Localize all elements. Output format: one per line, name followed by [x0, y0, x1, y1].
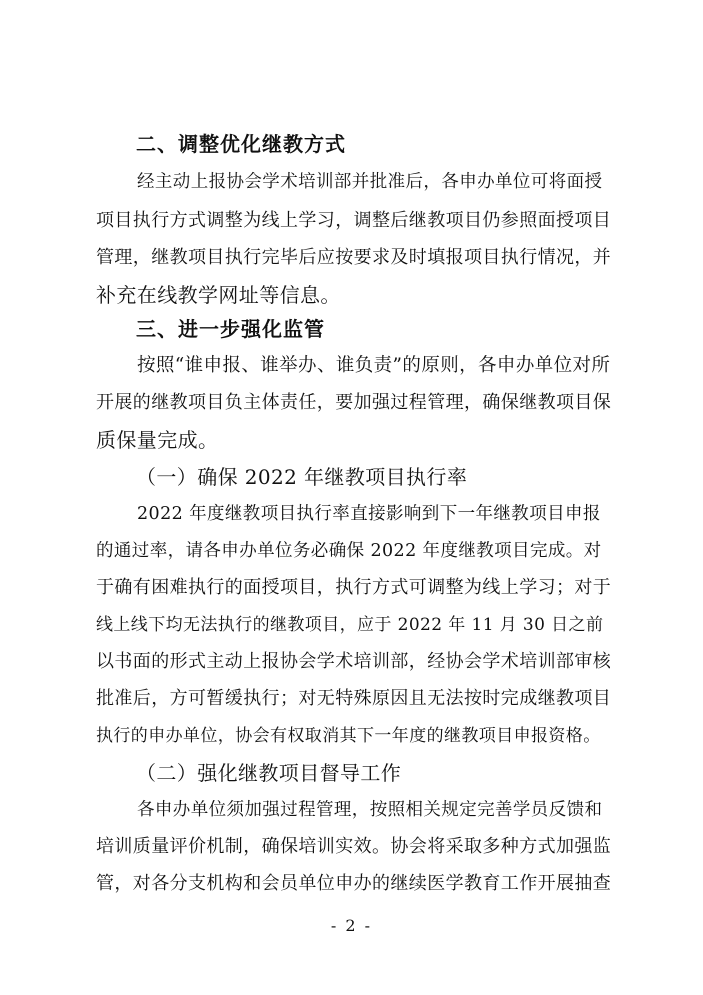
- paragraph-line: 批准后，方可暂缓执行；对无特殊原因且无法按时完成继教项目: [96, 688, 612, 709]
- paragraph-line: 于确有困难执行的面授项目，执行方式可调整为线上学习；对于: [96, 577, 612, 598]
- paragraph-line: 按照“谁申报、谁举办、谁负责”的原则，各申办单位对所: [137, 355, 611, 376]
- paragraph-line: 的通过率，请各申办单位务必确保 2022 年度继教项目完成。对: [96, 541, 602, 561]
- paragraph-line: 项目执行方式调整为线上学习，调整后继教项目仍参照面授项目: [96, 210, 612, 231]
- paragraph-line: 培训质量评价机制，确保培训实效。协会将采取多种方式加强监: [96, 836, 612, 857]
- paragraph-line: 执行的申办单位，协会有权取消其下一年度的继教项目申报资格。: [96, 726, 601, 746]
- paragraph-line: 管理，继教项目执行完毕后应按要求及时填报项目执行情况，并: [96, 247, 612, 268]
- paragraph-line: 2022 年度继教项目执行率直接影响到下一年继教项目申报: [137, 504, 601, 524]
- subsection-heading-1: （一）确保 2022 年继教项目执行率: [136, 465, 468, 489]
- page-number: - 2 -: [330, 916, 373, 935]
- paragraph-line: 各申办单位须加强过程管理，按照相关规定完善学员反馈和: [137, 800, 603, 820]
- paragraph-line: 线上线下均无法执行的继教项目，应于 2022 年 11 月 30 日之前: [96, 615, 604, 635]
- paragraph-line: 以书面的形式主动上报协会学术培训部，经协会学术培训部审核: [96, 651, 612, 672]
- section-heading-2: 二、调整优化继教方式: [136, 132, 346, 156]
- paragraph-line: 补充在线教学网址等信息。: [96, 283, 341, 307]
- subsection-heading-2: （二）强化继教项目督导工作: [136, 761, 402, 785]
- paragraph-line: 质保量完成。: [96, 428, 219, 452]
- paragraph-line: 管，对各分支机构和会员单位申办的继续医学教育工作开展抽查: [96, 873, 612, 894]
- paragraph-line: 经主动上报协会学术培训部并批准后，各申办单位可将面授: [137, 172, 603, 192]
- paragraph-line: 开展的继教项目负主体责任，要加强过程管理，确保继教项目保: [96, 392, 612, 413]
- section-heading-3: 三、进一步强化监管: [136, 317, 325, 341]
